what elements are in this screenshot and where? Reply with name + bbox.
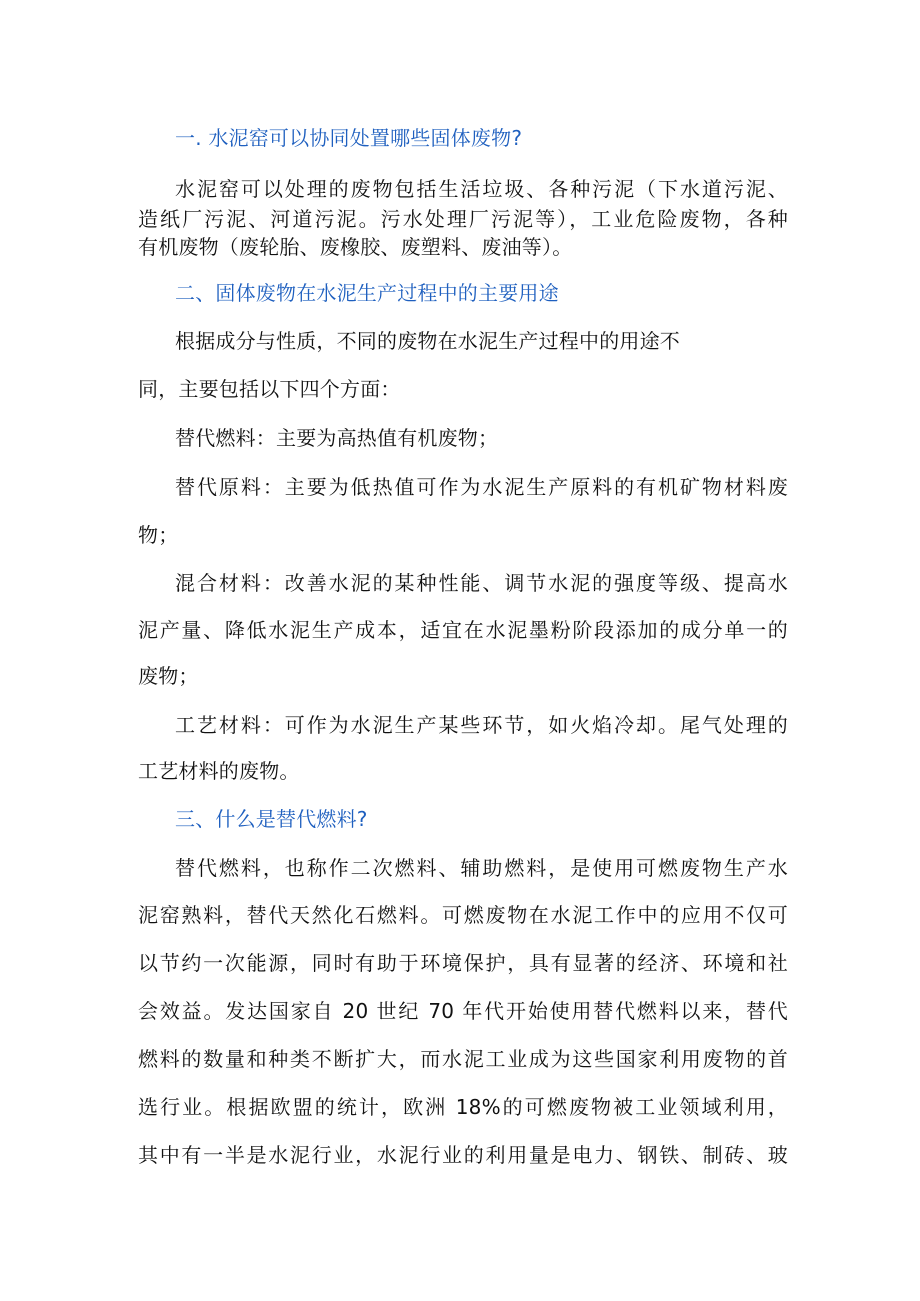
item-fuel-line-1: 替代燃料：主要为高热值有机废物； xyxy=(175,426,499,450)
section-3-line-5: 燃料的数量和种类不断扩大，而水泥工业成为这些国家利用废物的首 xyxy=(138,1047,788,1071)
section-3-line-2: 泥窑熟料，替代天然化石燃料。可燃废物在水泥工作中的应用不仅可 xyxy=(138,903,788,927)
item-process-material-line-2: 工艺材料的废物。 xyxy=(138,759,300,783)
item-raw-material-line-1: 替代原料：主要为低热值可作为水泥生产原料的有机矿物材料废 xyxy=(175,475,788,499)
item-mixed-material-line-3: 废物； xyxy=(138,664,199,688)
item-raw-material-line-2: 物； xyxy=(138,523,179,547)
section-3-line-6: 选行业。根据欧盟的统计，欧洲 18%的可燃废物被工业领域利用， xyxy=(138,1095,788,1119)
item-mixed-material-line-1: 混合材料：改善水泥的某种性能、调节水泥的强度等级、提高水 xyxy=(175,571,788,595)
section-3-line-3: 以节约一次能源，同时有助于环境保护，具有显著的经济、环境和社 xyxy=(138,951,788,975)
section-2-intro-line-2: 同，主要包括以下四个方面： xyxy=(138,377,401,401)
item-process-material-line-1: 工艺材料：可作为水泥生产某些环节，如火焰冷却。尾气处理的 xyxy=(175,713,788,737)
section-1-line-1: 水泥窑可以处理的废物包括生活垃圾、各种污泥（下水道污泥、 xyxy=(175,177,788,201)
section-1-line-3: 有机废物（废轮胎、废橡胶、废塑料、废油等）。 xyxy=(138,235,573,259)
section-2-heading: 二、固体废物在水泥生产过程中的主要用途 xyxy=(175,281,559,305)
section-2-intro-line-1: 根据成分与性质，不同的废物在水泥生产过程中的用途不 xyxy=(175,329,680,353)
item-mixed-material-line-2: 泥产量、降低水泥生产成本，适宜在水泥墨粉阶段添加的成分单一的 xyxy=(138,618,788,642)
section-1-heading: 一. 水泥窑可以协同处置哪些固体废物? xyxy=(175,126,523,150)
section-3-line-1: 替代燃料，也称作二次燃料、辅助燃料，是使用可燃废物生产水 xyxy=(175,856,788,880)
section-3-line-7: 其中有一半是水泥行业，水泥行业的利用量是电力、钢铁、制砖、玻 xyxy=(138,1143,788,1167)
section-1-line-2: 造纸厂污泥、河道污泥。污水处理厂污泥等），工业危险废物，各种 xyxy=(138,207,788,231)
section-3-line-4: 会效益。发达国家自 20 世纪 70 年代开始使用替代燃料以来，替代 xyxy=(138,999,788,1023)
section-3-heading: 三、什么是替代燃料? xyxy=(175,807,368,831)
